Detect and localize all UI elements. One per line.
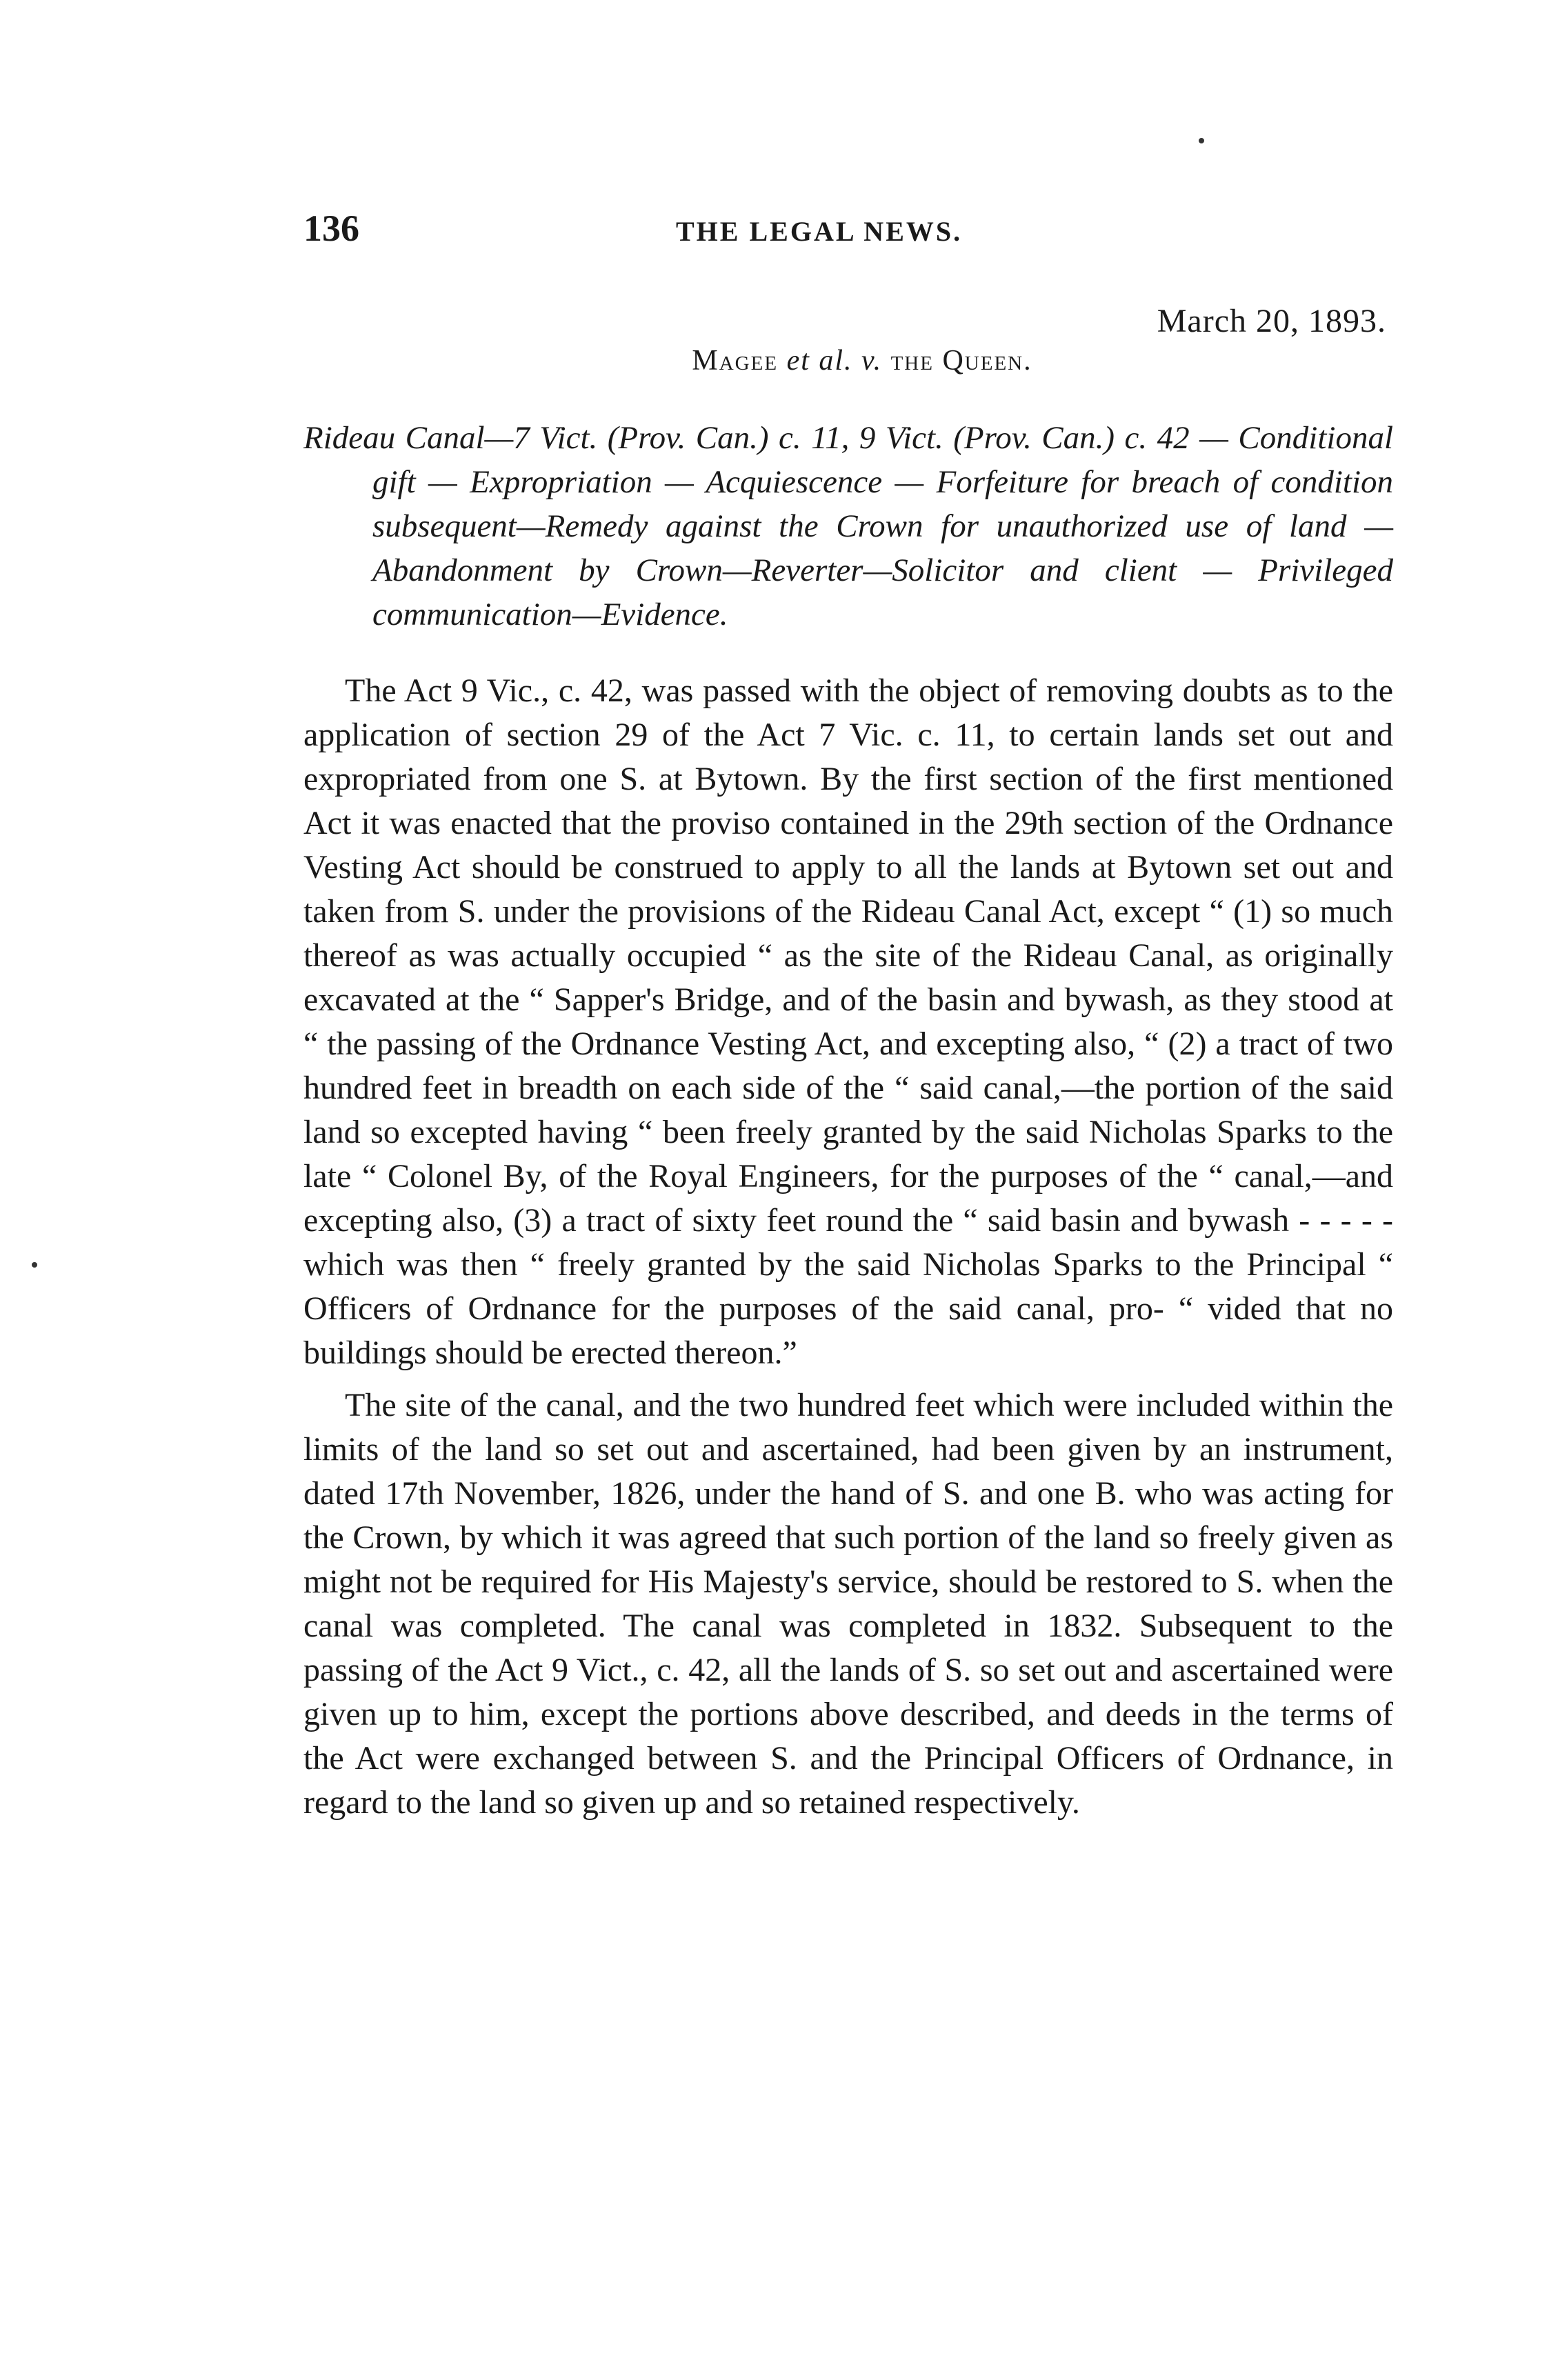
defendant-name: the Queen. — [890, 345, 1032, 377]
versus: v. — [861, 345, 883, 377]
page — [303, 207, 1393, 1825]
page-number: 136 — [303, 208, 359, 249]
date-line: March 20, 1893. — [1157, 303, 1386, 339]
journal-title: THE LEGAL NEWS. — [676, 216, 963, 247]
body-paragraph-1: The Act 9 Vic., c. 42, was passed with the object of removing doubts as to the application of section 29 of the Act 7 Vic. c. 11, to certain lands set out and expropriated from one S. at Bytown. By the first section of the first mentioned Act it was enacted that the proviso contained in the 29th section of the Ordnance Vesting Act should be construed to apply to all the lands at Bytown set out and taken from S. under the provisions of the Rideau Canal Act, except “ (1) so much thereof as was actually occupied “ as the site of the Rideau Canal, as originally excavated at the “ Sapper's Bridge, and of the basin and bywash, as they stood at “ the passing of the Ordnance Vesting Act, and excepting also, “ (2) a tract of two hundred feet in breadth on each side of the “ said canal,—the portion of the said land so excepted having “ been freely granted by the said Nicholas Sparks to the late “ Colonel By, of the Royal Engineers, for the purposes of the “ canal,—and excepting also, (3) a tract of sixty feet round the “ said basin and bywash - - - - - which was then “ freely granted by the said Nicholas Sparks to the Principal “ Officers of Ordnance for the purposes of the said canal, pro- “ vided that no buildings should be erected thereon.” — [303, 672, 1393, 1371]
plaintiff-name: Magee — [692, 345, 779, 377]
case-title — [331, 344, 1393, 377]
running-head — [303, 207, 1393, 262]
print-speck — [1199, 138, 1204, 143]
body-paragraph-2: The site of the canal, and the two hundred feet which were included within the limits of the land so set out and ascertained, had been given by an instrument, dated 17th November, 1826, under the hand of S. and one B. who was acting for the Crown, by which it was agreed that such portion of the land so freely given as might not be required for His Majesty's service, should be restored to S. when the canal was completed. The canal was completed in 1832. Subsequent to the passing of the Act 9 Vict., c. 42, all the lands of S. so set out and ascertained were given up to him, except the portions above described, and deeds in the terms of the Act were exchanged between S. and the Principal Officers of Ordnance, in regard to the land so given up and so retained respectively. — [303, 1387, 1393, 1821]
print-speck — [32, 1262, 37, 1268]
headnote: Rideau Canal—7 Vict. (Prov. Can.) c. 11, 9 Vict. (Prov. Can.) c. 42 — Conditional gift — Expropriation — Acquiescence — Forfeiture for breach of condition subsequent—Remedy against the Crown for unauthorized use of land —Abandonment by Crown—Reverter—Solicitor and client — Privileged communication—Evidence. — [303, 420, 1393, 632]
et-al: et al. — [786, 345, 853, 377]
